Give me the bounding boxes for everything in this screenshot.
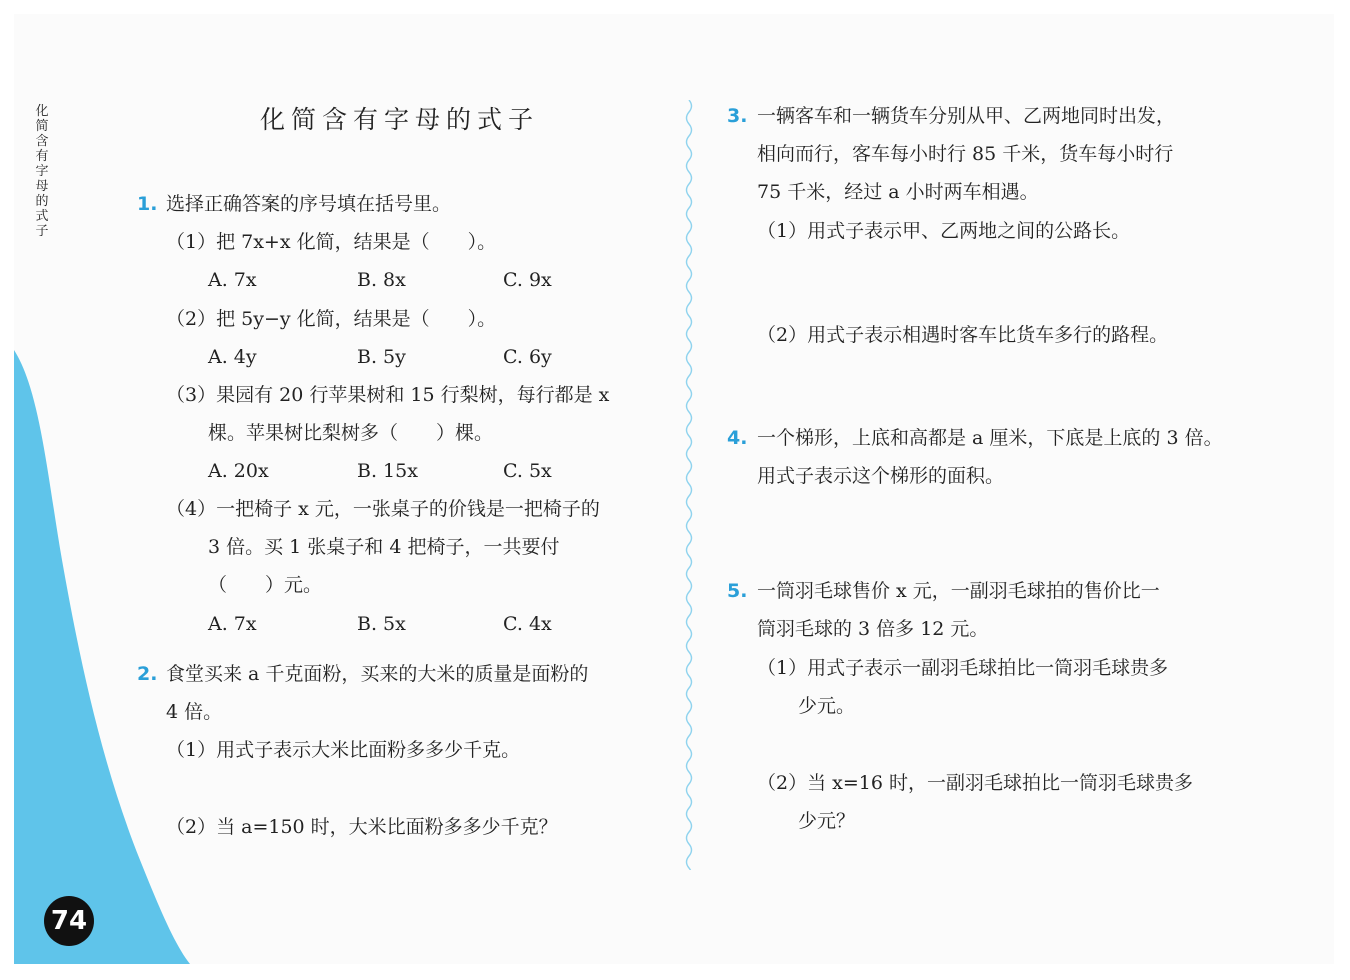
question-1-stem: 选择正确答案的序号填在括号里。 (166, 193, 452, 215)
q1-part3-option-a: A. 20x (208, 460, 269, 482)
question-4-number: 4. (727, 427, 748, 449)
q1-part3-line2: 棵。苹果树比梨树多（ ）棵。 (208, 422, 494, 444)
page-number: 74 (44, 896, 94, 946)
question-5-sub1-line1: （1）用式子表示一副羽毛球拍比一筒羽毛球贵多 (757, 657, 1169, 679)
q1-part4-option-b: B. 5x (357, 613, 406, 635)
question-3-number: 3. (727, 105, 748, 127)
column-divider (682, 100, 696, 870)
question-1-number: 1. (137, 193, 158, 215)
question-3-line2: 相向而行，客车每小时行 85 千米，货车每小时行 (757, 143, 1174, 165)
question-4-line1: 一个梯形，上底和高都是 a 厘米，下底是上底的 3 倍。 (757, 427, 1223, 449)
q1-part1-option-c: C. 9x (503, 269, 552, 291)
question-5-sub2-line1: （2）当 x=16 时，一副羽毛球拍比一筒羽毛球贵多 (757, 772, 1193, 794)
question-2-number: 2. (137, 663, 158, 685)
q1-part1-option-b: B. 8x (357, 269, 406, 291)
q1-part4-line3: （ ）元。 (208, 574, 323, 596)
q1-part4-option-a: A. 7x (208, 613, 257, 635)
question-5-sub1-line2: 少元。 (798, 695, 856, 717)
question-2-line1: 食堂买来 a 千克面粉，买来的大米的质量是面粉的 (166, 663, 589, 685)
q1-part3-option-c: C. 5x (503, 460, 552, 482)
q1-part2-stem: （2）把 5y−y 化简，结果是（ ）。 (166, 308, 497, 330)
question-4-line2: 用式子表示这个梯形的面积。 (757, 465, 1005, 487)
question-3-line1: 一辆客车和一辆货车分别从甲、乙两地同时出发， (757, 105, 1176, 127)
q1-part2-option-c: C. 6y (503, 346, 552, 368)
question-5-line2: 筒羽毛球的 3 倍多 12 元。 (757, 618, 989, 640)
q1-part3-option-b: B. 15x (357, 460, 418, 482)
question-3-line3: 75 千米，经过 a 小时两车相遇。 (757, 181, 1039, 203)
question-5-line1: 一筒羽毛球售价 x 元，一副羽毛球拍的售价比一 (757, 580, 1160, 602)
q1-part2-option-b: B. 5y (357, 346, 406, 368)
q1-part2-option-a: A. 4y (208, 346, 257, 368)
q1-part1-stem: （1）把 7x+x 化简，结果是（ ）。 (166, 231, 497, 253)
question-5-sub2-line2: 少元？ (798, 810, 856, 832)
q1-part4-line1: （4）一把椅子 x 元，一张桌子的价钱是一把椅子的 (166, 498, 600, 520)
q1-part1-option-a: A. 7x (208, 269, 257, 291)
q1-part4-line2: 3 倍。买 1 张桌子和 4 把椅子，一共要付 (208, 536, 560, 558)
question-3-sub2: （2）用式子表示相遇时客车比货车多行的路程。 (757, 324, 1169, 346)
question-2-line2: 4 倍。 (166, 701, 223, 723)
side-chapter-title: 化简含有字母的式子 (35, 104, 49, 239)
question-2-sub1: （1）用式子表示大米比面粉多多少千克。 (166, 739, 521, 761)
page-title: 化简含有字母的式子 (260, 105, 540, 134)
question-5-number: 5. (727, 580, 748, 602)
question-2-sub2: （2）当 a=150 时，大米比面粉多多少千克？ (166, 816, 558, 838)
question-3-sub1: （1）用式子表示甲、乙两地之间的公路长。 (757, 220, 1131, 242)
q1-part3-line1: （3）果园有 20 行苹果树和 15 行梨树，每行都是 x (166, 384, 610, 406)
q1-part4-option-c: C. 4x (503, 613, 552, 635)
